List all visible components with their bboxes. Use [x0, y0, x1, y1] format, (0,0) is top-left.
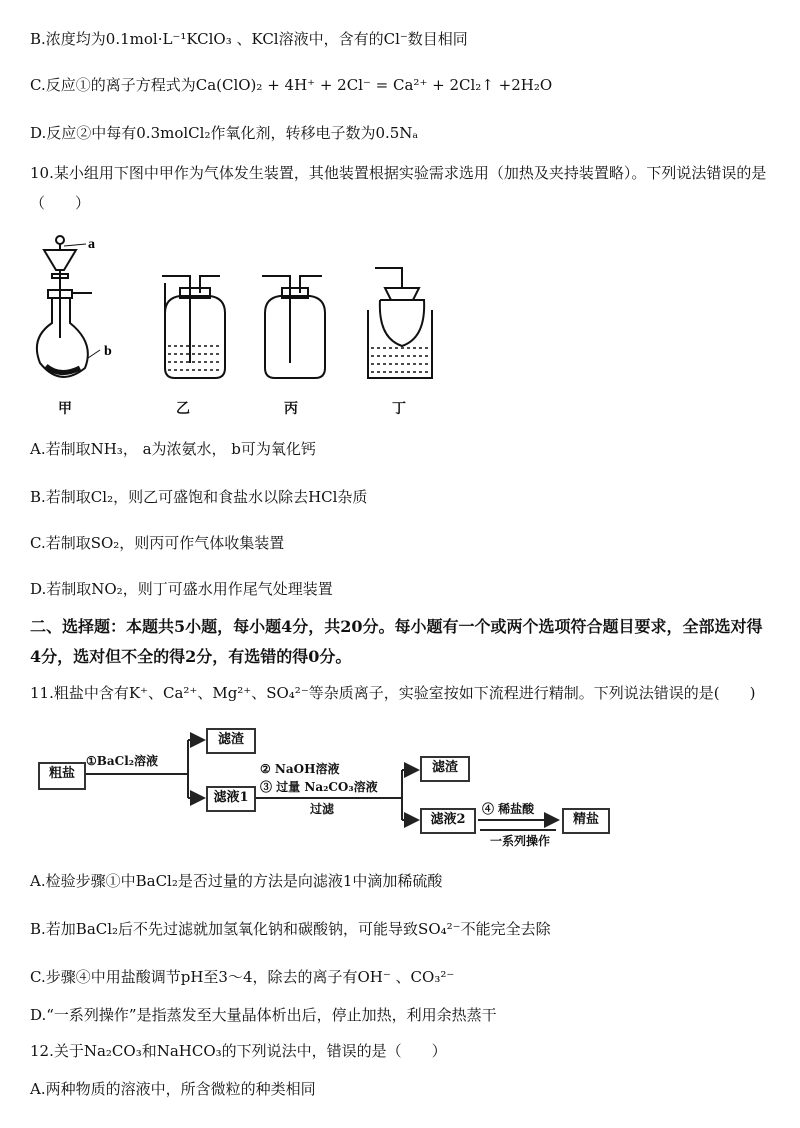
apparatus-ding — [368, 268, 432, 378]
liquid-yi — [168, 346, 222, 370]
caption-bing: 丙 — [284, 401, 298, 417]
option-9b: B.浓度均为0.1mol·L⁻¹KClO₃ 、KCl溶液中，含有的Cl⁻数目相同 — [30, 30, 468, 48]
flow-series-ops: 一系列操作 — [490, 834, 551, 848]
option-11d: D.“一系列操作”是指蒸发至大量晶体析出后，停止加热，利用余热蒸干 — [30, 1006, 497, 1024]
flow-step1: ①BaCl₂溶液 — [86, 754, 159, 768]
option-10a: A.若制取NH₃， a为浓氨水， b可为氧化钙 — [30, 440, 316, 458]
flow-residue1: 滤渣 — [206, 728, 256, 754]
section-heading: 二、选择题：本题共5小题，每小题4分，共20分。每小题有一个或两个选项符合题目要求，全部选对得4分，选对但不全的得2分，有选错的得0分。 — [30, 617, 763, 666]
liquid-ding — [371, 348, 429, 372]
caption-yi: 乙 — [176, 401, 190, 417]
option-10d: D.若制取NO₂，则丁可盛水用作尾气处理装置 — [30, 580, 333, 598]
option-11a: A.检验步骤①中BaCl₂是否过量的方法是向滤液1中滴加稀硫酸 — [30, 872, 443, 890]
question-12: 12.关于Na₂CO₃和NaHCO₃的下列说法中，错误的是（ ） — [30, 1042, 447, 1060]
flow-crude-salt: 粗盐 — [38, 762, 86, 790]
flow-filter: 过滤 — [310, 802, 335, 816]
flow-filtrate1: 滤液1 — [206, 786, 256, 812]
caption-ding: 丁 — [392, 401, 406, 417]
flow-step2: ② NaOH溶液 — [260, 762, 340, 776]
flow-residue2: 滤渣 — [420, 756, 470, 782]
option-10b: B.若制取Cl₂，则乙可盛饱和食盐水以除去HCl杂质 — [30, 488, 368, 506]
option-12a: A.两种物质的溶液中，所含微粒的种类相同 — [30, 1080, 316, 1098]
flow-refined-salt: 精盐 — [562, 808, 610, 834]
caption-jia: 甲 — [58, 401, 72, 417]
apparatus-bing — [262, 276, 325, 378]
question-10: 10.某小组用下图中甲作为气体发生装置，其他装置根据实验需求选用（加热及夹持装置略）。下列说法错误的是（ ） — [30, 164, 767, 212]
flow-step3: ③ 过量 Na₂CO₃溶液 — [260, 780, 378, 794]
flow-step4: ④ 稀盐酸 — [482, 802, 535, 816]
option-10c: C.若制取SO₂，则丙可作气体收集装置 — [30, 534, 285, 552]
label-b: b — [104, 344, 112, 359]
apparatus-jia — [37, 236, 100, 377]
question-11: 11.粗盐中含有K⁺、Ca²⁺、Mg²⁺、SO₄²⁻等杂质离子，实验室按如下流程进行精制。下列说法错误的是( ) — [30, 684, 756, 702]
option-9c: C.反应①的离子方程式为Ca(ClO)₂ + 4H⁺ + 2Cl⁻ = Ca²⁺ + 2Cl₂↑ +2H₂O — [30, 76, 553, 94]
option-11c: C.步骤④中用盐酸调节pH至3～4，除去的离子有OH⁻ 、CO₃²⁻ — [30, 968, 455, 986]
option-9d: D.反应②中每有0.3molCl₂作氧化剂，转移电子数为0.5Nₐ — [30, 124, 419, 142]
flow-filtrate2: 滤液2 — [420, 808, 476, 834]
label-a: a — [88, 237, 95, 252]
option-11b: B.若加BaCl₂后不先过滤就加氢氧化钠和碳酸钠，可能导致SO₄²⁻不能完全去除 — [30, 920, 551, 938]
apparatus-figure — [30, 228, 450, 418]
